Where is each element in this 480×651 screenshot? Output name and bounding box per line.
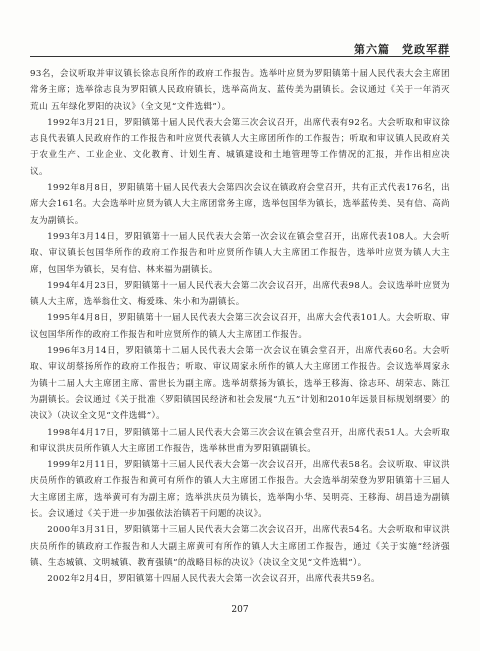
paragraph: 1993年3月14日，罗阳镇第十一届人民代表大会第一次会议在镇会堂召开，出席代表108人。大会听取、审议镇长包国华所作的政府工作报告和叶应贤所作镇人大主席团工作报告，选举叶应贤为镇人大主席，包国华为镇长，吴有信、林来福为副镇长。 [30, 231, 450, 275]
section-title: 第六篇 党政军群 [354, 43, 450, 56]
paragraph: 2002年2月4日，罗阳镇第十四届人民代表大会第一次会议召开，出席代表共59名。 [47, 574, 380, 585]
paragraph: 1995年4月8日，罗阳镇第十一届人民代表大会第三次会议召开，出席大会代表101人。大会听取、审议包国华所作的政府工作报告和叶应贤所作的镇人大主席团工作报告。 [30, 313, 450, 340]
running-header [30, 38, 450, 57]
paragraph: 1994年4月23日，罗阳镇第十一届人民代表大会第二次会议召开，出席代表98人。会议选举叶应贤为镇人大主席，选举翁仕文、梅爱珠、朱小和为副镇长。 [30, 280, 450, 308]
paragraph: 93名，会议听取并审议镇长徐志良所作的政府工作报告。选举叶应贤为罗阳镇第十届人民代表大会主席团常务主席；选举徐志良为罗阳镇人民政府镇长，选举高尚友、蓝传美为副镇长。会议通过《关于一年消灭荒山 五年绿化罗阳的决议》（全文见“文件选辑”）。 [30, 69, 450, 112]
paragraph: 1998年4月17日，罗阳镇第十二届人民代表大会第三次会议在镇会堂召开，出席代表51人。大会听取和审议洪庆员所作镇人大主席团工作报告，选举林世甫为罗阳镇副镇长。 [30, 427, 450, 454]
paragraph: 1992年8月8日，罗阳镇第十届人民代表大会第四次会议在镇政府会堂召开，共有正式代表176名，出席大会161名。大会选举叶应贤为镇人大主席团常务主席，选举包国华为镇长，选举蓝传美、吴有信、高尚友为副镇长。 [30, 183, 450, 226]
paragraph: 2000年3月31日，罗阳镇第十三届人民代表大会第二次会议召开，出席代表54名。大会听取和审议洪庆员所作的镇政府工作报告和人大副主席黄可有所作的镇人大主席团工作报告，通过《关于实施“经济强镇、生态城镇、文明城镇、教育强镇”的战略目标的决议》（决议全文见“文件选辑”）。 [30, 525, 450, 568]
paragraph: 1992年3月21日，罗阳镇第十届人民代表大会第三次会议召开，出席代表有92名。大会听取和审议徐志良代表镇人民政府作的工作报告和叶应贤代表镇人大主席团所作的工作报告；听取和审议镇人民政府关于农业生产、工业企业、文化教育、计划生育、城镇建设和土地管理等工作情况的汇报，并作出相应决议。 [30, 117, 450, 177]
paragraph: 1996年3月14日，罗阳镇第十二届人民代表大会第一次会议在镇会堂召开，出席代表60名。大会听取、审议胡蔡扬所作的政府工作报告；听取、审议周家永所作的镇人大主席团工作报告。会议选举周家永为镇十二届人大主席团主席、雷世长为副主席。选举胡蔡扬为镇长，选举王移海、徐志环、胡荣志、陈江为副镇长。会议通过《关于批准〈罗阳镇国民经济和社会发展“九五”计划和2010年远景目标规划纲要〉的决议》（决议全文见“文件选辑”）。 [30, 346, 450, 422]
body-text [30, 66, 450, 588]
paragraph: 1999年2月11日，罗阳镇第十三届人民代表大会第一次会议召开，出席代表58名。会议听取、审议洪庆员所作的镇政府工作报告和黄可有所作的镇人大主席团工作报告。大会选举胡荣登为罗阳镇第十三届人大主席团主席，选举黄可有为副主席；选举洪庆员为镇长，选举陶小华、吴明亮、王移海、胡昌逵为副镇长。会议通过《关于进一步加强依法治镇若干问题的决议》。 [30, 460, 450, 520]
page-number: 207 [231, 605, 249, 615]
